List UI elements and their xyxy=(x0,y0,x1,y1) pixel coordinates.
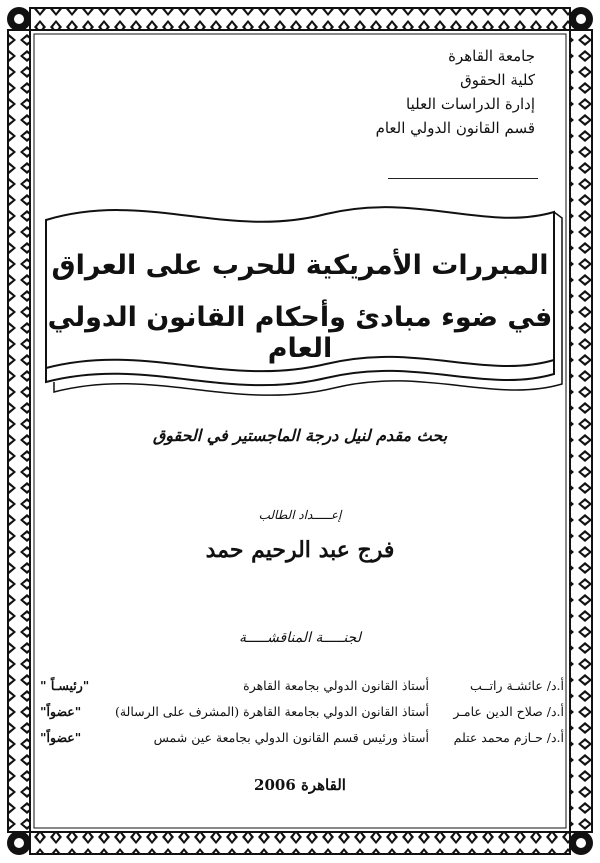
member-name: أ.د/ حـازم محمد عتلم xyxy=(453,730,564,745)
university-name: جامعة القاهرة xyxy=(448,47,535,65)
department-name: قسم القانون الدولي العام xyxy=(375,119,535,137)
member-name: أ.د/ صلاح الدين عامـر xyxy=(453,704,564,719)
member-position: أستاذ القانون الدولي بجامعة القاهرة xyxy=(243,678,429,693)
committee-member xyxy=(40,678,564,704)
author-name: فرج عبد الرحيم حمد xyxy=(205,537,395,563)
thesis-title-line2: في ضوء مبادئ وأحكام القانون الدولي العام xyxy=(47,302,553,364)
institution-header xyxy=(315,44,535,140)
member-role: "رئيسـاً " xyxy=(40,678,90,693)
place-and-year: القاهرة 2006 xyxy=(254,776,346,794)
member-position: أستاذ ورئيس قسم القانون الدولي بجامعة عين شمس xyxy=(153,730,429,745)
header-divider xyxy=(388,178,538,179)
faculty-name: كلية الحقوق xyxy=(460,71,535,89)
member-role: "عضواً" xyxy=(40,730,82,745)
committee-list xyxy=(40,678,564,756)
committee-member xyxy=(40,730,564,756)
member-name: أ.د/ عائشـة راتــب xyxy=(469,678,564,693)
thesis-title-line1: المبررات الأمريكية للحرب على العراق xyxy=(51,250,549,281)
member-position: أستاذ القانون الدولي بجامعة القاهرة (المشرف على الرسالة) xyxy=(114,704,429,719)
committee-title: لجنـــــة المناقشـــــة xyxy=(239,630,361,646)
admin-department-name: إدارة الدراسات العليا xyxy=(406,95,535,113)
degree-subtitle: بحث مقدم لنيل درجة الماجستير في الحقوق xyxy=(152,426,448,445)
prepared-by-label: إعـــــداد الطالب xyxy=(258,508,342,522)
member-role: "عضواً" xyxy=(40,704,82,719)
committee-member xyxy=(40,704,564,730)
